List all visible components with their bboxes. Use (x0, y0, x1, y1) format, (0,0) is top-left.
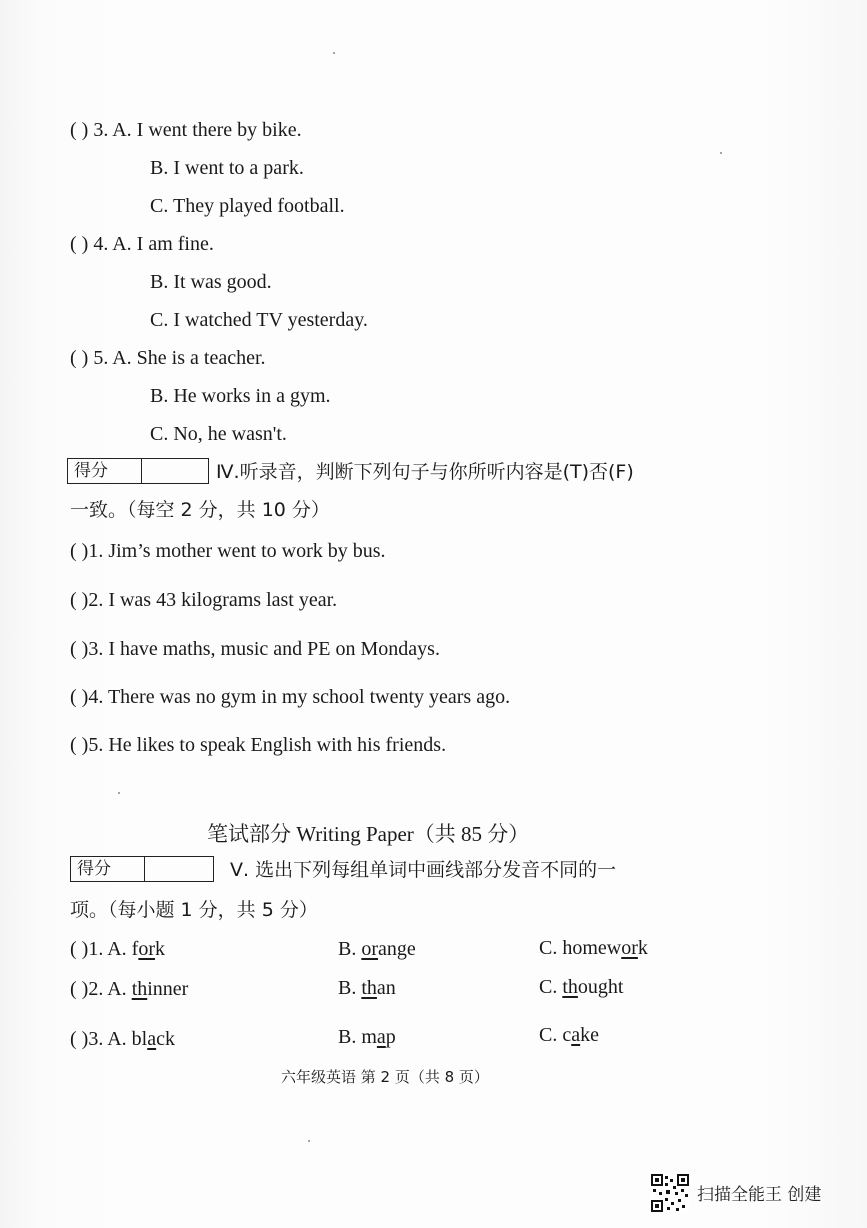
answer-blank[interactable]: ( ) (70, 938, 89, 960)
score-label: 得分 (71, 857, 145, 881)
judge-item-5 (70, 733, 446, 757)
question-5-option-a (70, 346, 266, 370)
score-input-cell[interactable] (142, 459, 208, 483)
section-4-instructions: 一致。（每空 2 分，共 10 分） (70, 499, 330, 521)
item-text: 5. He likes to speak English with his friends. (88, 734, 447, 756)
score-label: 得分 (68, 459, 142, 483)
judge-item-2 (70, 588, 337, 612)
score-box (70, 856, 214, 882)
answer-blank[interactable]: ( ) (70, 347, 89, 369)
answer-blank[interactable]: ( ) (70, 540, 89, 562)
item-text: 1. Jim’s mother went to work by bus. (88, 540, 386, 562)
scan-speck (720, 152, 722, 154)
phonics-row-1-option-b: B. orange (338, 938, 416, 960)
answer-blank[interactable]: ( ) (70, 638, 89, 660)
question-number: 1. (88, 938, 104, 960)
question-3-option-c: C. They played football. (150, 195, 345, 217)
scan-speck (308, 1140, 310, 1142)
option-a: A. thinner (107, 978, 189, 1000)
question-4-option-b: B. It was good. (150, 271, 272, 293)
question-4-option-a (70, 232, 214, 256)
item-text: 4. There was no gym in my school twenty years ago. (88, 686, 511, 708)
scanner-watermark: 扫描全能王 创建 (697, 1185, 822, 1205)
question-4-option-c: C. I watched TV yesterday. (150, 309, 368, 331)
phonics-row-2-option-b: B. than (338, 977, 396, 999)
option-text: A. She is a teacher. (112, 347, 266, 369)
question-number: 2. (88, 978, 104, 1000)
question-5-option-b: B. He works in a gym. (150, 385, 331, 407)
judge-item-3 (70, 637, 440, 661)
answer-blank[interactable]: ( ) (70, 1028, 89, 1050)
option-a: A. fork (107, 938, 166, 960)
question-number: 4. (93, 233, 109, 255)
option-text: A. I am fine. (112, 233, 214, 255)
phonics-row-2-option-c: C. thought (539, 976, 624, 998)
scan-speck (333, 52, 335, 54)
scan-speck (118, 792, 120, 794)
phonics-row-2 (70, 977, 188, 1001)
phonics-row-3-option-b: B. map (338, 1026, 396, 1048)
judge-item-4 (70, 685, 510, 709)
section-5-title: Ⅴ. 选出下列每组单词中画线部分发音不同的一 (230, 859, 617, 881)
qr-code-icon (651, 1174, 689, 1212)
answer-blank[interactable]: ( ) (70, 119, 89, 141)
question-3-option-a (70, 118, 302, 142)
phonics-row-3 (70, 1027, 175, 1051)
score-box (67, 458, 209, 484)
writing-paper-heading: 笔试部分 Writing Paper（共 85 分） (207, 822, 530, 846)
page-footer: 六年级英语 第 2 页（共 8 页） (281, 1068, 489, 1086)
judge-item-1 (70, 539, 386, 563)
question-number: 3. (93, 119, 109, 141)
score-input-cell[interactable] (145, 857, 213, 881)
answer-blank[interactable]: ( ) (70, 978, 89, 1000)
question-number: 5. (93, 347, 109, 369)
question-5-option-c: C. No, he wasn't. (150, 423, 287, 445)
item-text: 3. I have maths, music and PE on Mondays. (88, 638, 440, 660)
answer-blank[interactable]: ( ) (70, 233, 89, 255)
question-3-option-b: B. I went to a park. (150, 157, 304, 179)
answer-blank[interactable]: ( ) (70, 734, 89, 756)
question-number: 3. (88, 1028, 104, 1050)
option-text: A. I went there by bike. (112, 119, 302, 141)
section-5-instructions: 项。（每小题 1 分，共 5 分） (70, 899, 318, 921)
phonics-row-1 (70, 937, 165, 961)
phonics-row-3-option-c: C. cake (539, 1024, 599, 1046)
section-4-title: Ⅳ.听录音，判断下列句子与你所听内容是(T)否(F) (216, 461, 634, 483)
answer-blank[interactable]: ( ) (70, 589, 89, 611)
answer-blank[interactable]: ( ) (70, 686, 89, 708)
item-text: 2. I was 43 kilograms last year. (88, 589, 338, 611)
phonics-row-1-option-c: C. homework (539, 937, 648, 959)
option-a: A. black (107, 1028, 176, 1050)
